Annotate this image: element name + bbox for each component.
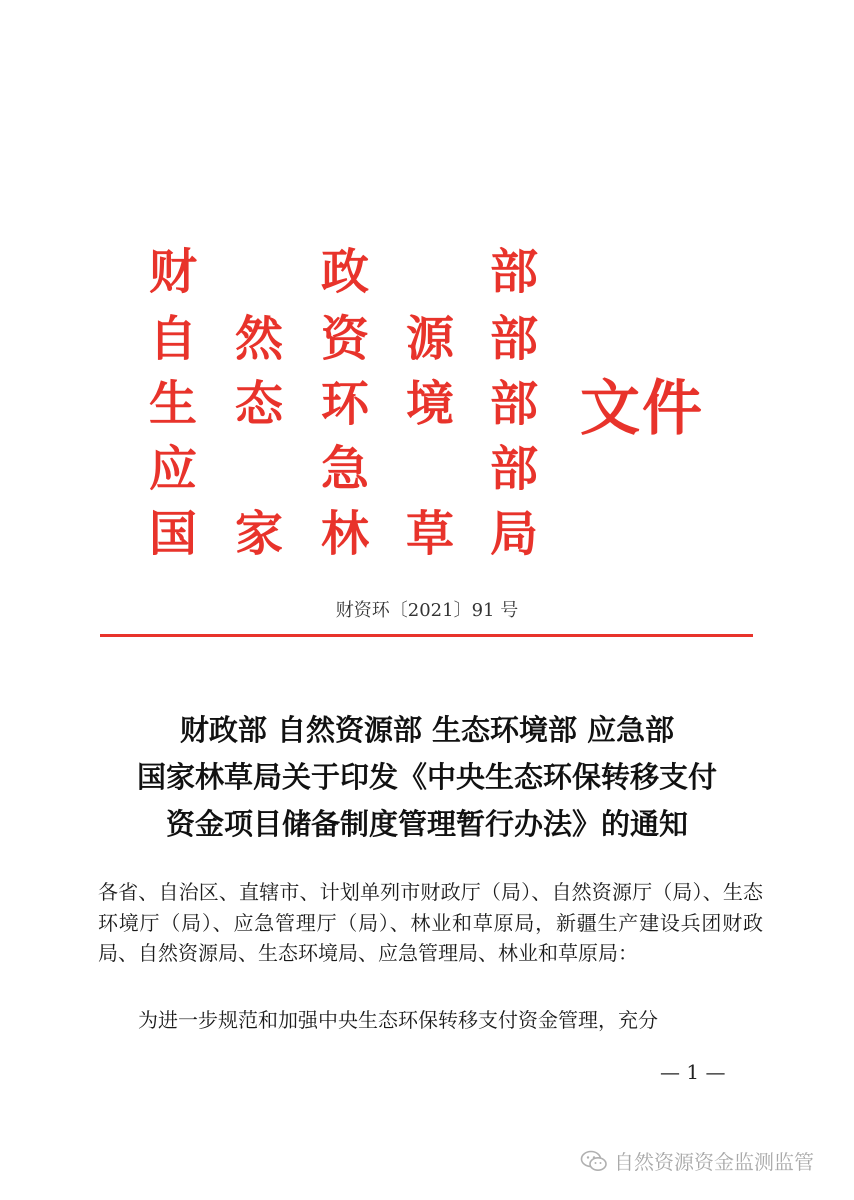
header-char: 然: [234, 311, 283, 367]
notice-title: [0, 707, 854, 848]
wechat-icon: [580, 1149, 608, 1173]
title-line: 财政部 自然资源部 生态环境部 应急部: [179, 713, 675, 747]
header-char: 生: [148, 376, 197, 432]
header-char: 政: [320, 244, 369, 300]
red-divider: [100, 634, 753, 637]
page-number: — 1 —: [660, 1060, 726, 1084]
watermark: [580, 1146, 814, 1175]
body-paragraph: [98, 1005, 763, 1035]
header-char: 环: [320, 376, 369, 432]
header-char: 国: [148, 506, 197, 562]
header-char: 资: [320, 311, 369, 367]
header-char: 应: [148, 441, 197, 497]
header-char: 境: [405, 376, 454, 432]
header-char: 部: [489, 311, 538, 367]
header-char: 急: [320, 441, 369, 497]
addressee-paragraph: 各省、自治区、直辖市、计划单列市财政厅（局）、自然资源厅（局）、生态环境厅（局）、应急管理厅（局）、林业和草原局，新疆生产建设兵团财政局、自然资源局、生态环境局、应急管理局、林业和草原局：: [98, 880, 763, 965]
header-char: 家: [234, 506, 283, 562]
header-char: 部: [489, 441, 538, 497]
document-number: 财资环〔2021〕91 号: [335, 600, 519, 621]
title-line: 资金项目储备制度管理暂行办法》的通知: [165, 807, 688, 841]
title-line: 国家林草局关于印发《中央生态环保转移支付: [136, 760, 717, 794]
header-char: 林: [320, 506, 369, 562]
header-char: 财: [148, 244, 197, 300]
header-char: 部: [489, 376, 538, 432]
header-char: 源: [405, 311, 454, 367]
document-label: 文件: [580, 374, 704, 444]
header-char: 态: [234, 376, 283, 432]
header-char: 局: [489, 506, 538, 562]
watermark-text: 自然资源资金监测监管: [614, 1150, 814, 1174]
body-paragraph-text: 为进一步规范和加强中央生态环保转移支付资金管理，充分: [138, 1008, 658, 1032]
header-char: 部: [489, 244, 538, 300]
header-char: 自: [148, 311, 197, 367]
header-char: 草: [405, 506, 454, 562]
